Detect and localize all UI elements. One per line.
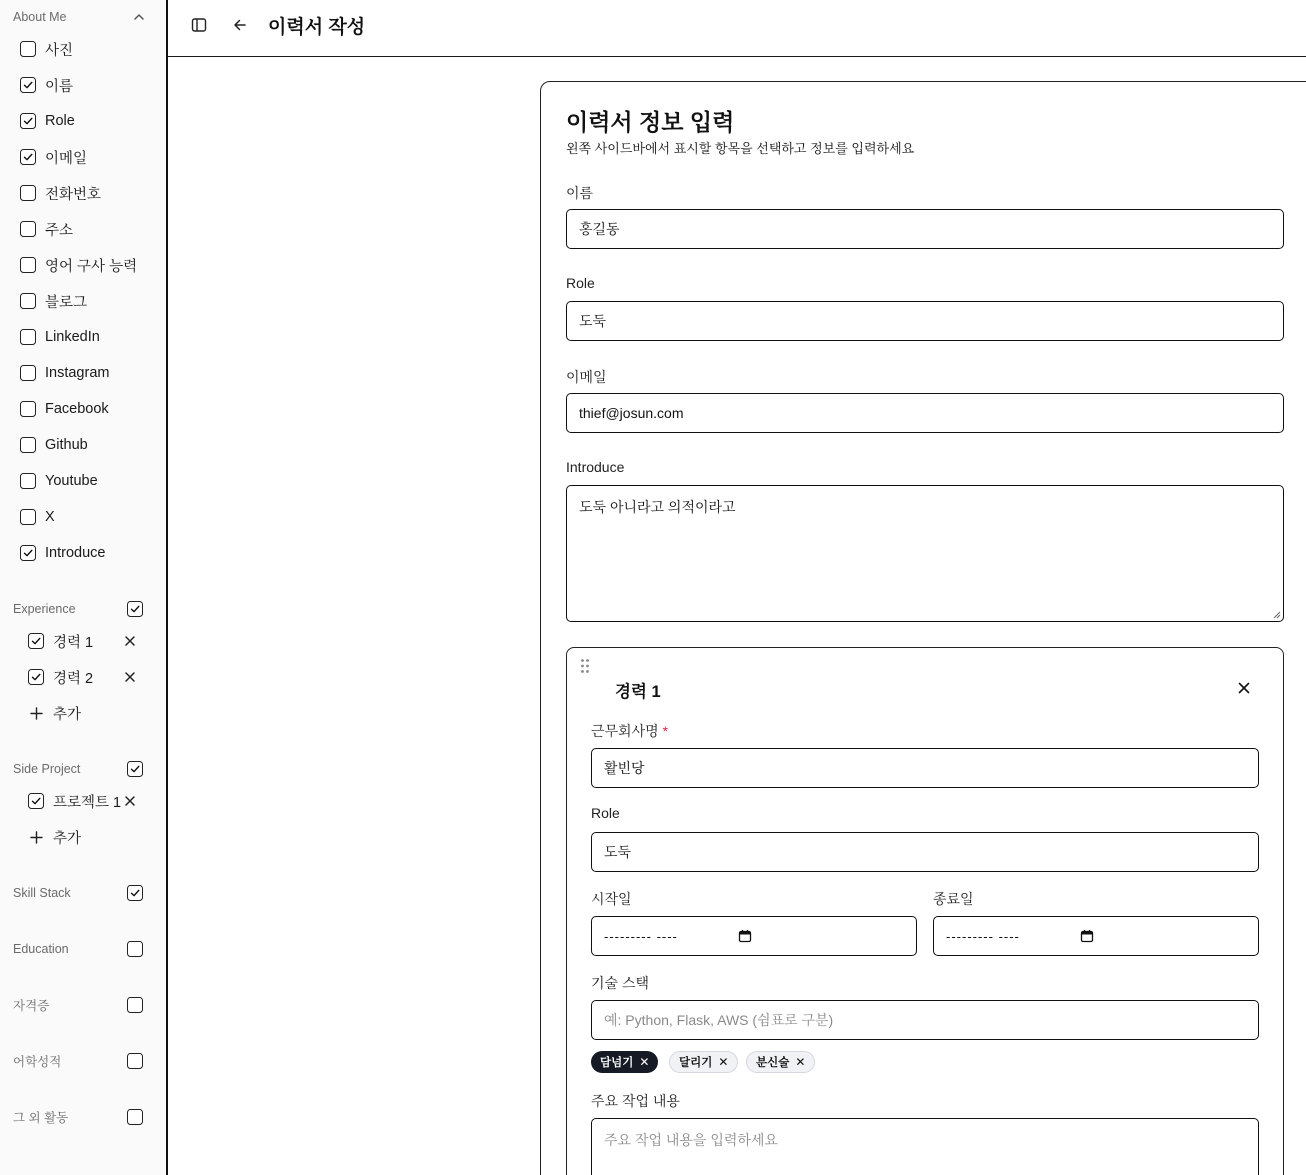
calendar-icon[interactable] — [738, 929, 752, 943]
checkbox[interactable] — [20, 545, 36, 561]
sidebar-item-label: Instagram — [45, 365, 110, 381]
language-score-title: 어학성적 — [13, 1055, 62, 1069]
company-label-text: 근무회사명 — [591, 723, 659, 739]
remove-tag-icon[interactable]: ✕ — [718, 1055, 729, 1069]
experience-card — [566, 647, 1284, 1175]
sidebar-item-label: Facebook — [45, 401, 109, 417]
experience-header — [13, 599, 148, 619]
skills-label: 기술 스택 — [591, 975, 649, 991]
checkbox[interactable] — [20, 221, 36, 237]
check-icon — [22, 547, 34, 559]
role-value: 도둑 — [579, 313, 607, 329]
chevron-up-icon[interactable] — [132, 10, 146, 24]
sidebar-item-label: Role — [45, 113, 75, 129]
sidebar — [0, 0, 168, 1175]
checkbox[interactable] — [28, 633, 44, 649]
form-subtitle: 왼쪽 사이드바에서 표시할 항목을 선택하고 정보를 입력하세요 — [566, 141, 915, 156]
language-score-header — [13, 1051, 148, 1071]
sidebar-item-introduce[interactable] — [20, 543, 105, 563]
remove-side-project-icon[interactable] — [123, 794, 137, 808]
sidebar-item-facebook[interactable] — [20, 399, 109, 419]
sidebar-item-label: 블로그 — [45, 294, 88, 311]
checkbox[interactable] — [20, 257, 36, 273]
role-input[interactable] — [566, 301, 1284, 341]
education-title: Education — [13, 942, 69, 956]
remove-experience-icon[interactable] — [123, 670, 137, 684]
tasks-label: 주요 작업 내용 — [591, 1093, 680, 1109]
required-mark: * — [662, 723, 669, 739]
remove-experience-icon[interactable] — [123, 634, 137, 648]
checkbox[interactable] — [20, 77, 36, 93]
introduce-label: Introduce — [566, 459, 625, 475]
sidebar-item-label: LinkedIn — [45, 329, 100, 345]
close-icon[interactable] — [1237, 681, 1251, 695]
sidebar-item-instagram[interactable] — [20, 363, 109, 383]
resize-handle-icon[interactable] — [1273, 611, 1281, 619]
company-value: 활빈당 — [604, 760, 645, 776]
sidebar-item-role[interactable] — [20, 111, 75, 131]
company-input[interactable] — [591, 748, 1259, 788]
sidebar-item-item-4[interactable] — [20, 183, 101, 203]
skill-stack-title: Skill Stack — [13, 886, 71, 900]
sidebar-item-youtube[interactable] — [20, 471, 98, 491]
experience-item-label: 경력 1 — [53, 634, 94, 651]
form-title: 이력서 정보 입력 — [566, 109, 735, 135]
education-toggle-checkbox[interactable] — [127, 941, 143, 957]
skill-tag — [591, 1051, 658, 1073]
end-date-input[interactable] — [933, 916, 1259, 956]
side-project-item[interactable] — [28, 791, 121, 811]
remove-tag-icon[interactable]: ✕ — [795, 1055, 806, 1069]
start-date-label: 시작일 — [591, 891, 632, 907]
experience-item[interactable] — [28, 631, 93, 651]
exp-role-value: 도둑 — [604, 844, 632, 860]
experience-item[interactable] — [28, 667, 93, 687]
other-activity-title: 그 외 활동 — [13, 1111, 69, 1125]
start-date-input[interactable] — [591, 916, 917, 956]
certificate-header — [13, 995, 148, 1015]
check-icon — [30, 795, 42, 807]
skill-tag-label: 분신술 — [756, 1057, 790, 1069]
side-project-header — [13, 759, 148, 779]
education-header — [13, 939, 148, 959]
sidebar-item-x[interactable] — [20, 507, 55, 527]
email-label: 이메일 — [566, 369, 607, 385]
experience-toggle-checkbox[interactable] — [127, 601, 143, 617]
skills-placeholder: 예: Python, Flask, AWS (쉼표로 구분) — [604, 1012, 834, 1028]
checkbox[interactable] — [20, 41, 36, 57]
email-input[interactable] — [566, 393, 1284, 433]
check-icon — [22, 115, 34, 127]
checkbox[interactable] — [20, 329, 36, 345]
sidebar-item-label: Introduce — [45, 545, 106, 561]
sidebar-item-label: Youtube — [45, 473, 98, 489]
skill-stack-header — [13, 883, 148, 903]
checkbox[interactable] — [20, 185, 36, 201]
checkbox[interactable] — [20, 473, 36, 489]
end-date-value: --------- ---- — [946, 928, 1020, 944]
skill-tag — [746, 1051, 815, 1073]
add-experience-button[interactable] — [28, 703, 81, 723]
introduce-value: 도둑 아니라고 의적이라고 — [579, 499, 736, 515]
check-icon — [22, 79, 34, 91]
check-icon — [129, 763, 141, 775]
sidebar-item-label: 이름 — [45, 78, 74, 95]
check-icon — [22, 151, 34, 163]
add-side-project-label: 추가 — [53, 830, 82, 847]
checkbox[interactable] — [20, 437, 36, 453]
skills-input[interactable] — [591, 1000, 1259, 1040]
exp-role-input[interactable] — [591, 832, 1259, 872]
certificate-toggle-checkbox[interactable] — [127, 997, 143, 1013]
skill-tag-label: 담넘기 — [600, 1057, 634, 1069]
certificate-title: 자격증 — [13, 999, 50, 1013]
sidebar-item-item-7[interactable] — [20, 291, 87, 311]
add-experience-label: 추가 — [53, 706, 82, 723]
name-value: 홍길동 — [579, 221, 620, 237]
experience-title: Experience — [13, 602, 76, 616]
sidebar-item-label: 영어 구사 능력 — [45, 258, 138, 275]
exp-role-label: Role — [591, 805, 620, 821]
sidebar-toggle-icon[interactable] — [190, 16, 208, 34]
calendar-icon[interactable] — [1080, 929, 1094, 943]
name-input[interactable] — [566, 209, 1284, 249]
plus-icon — [28, 829, 44, 845]
about-me-header[interactable] — [13, 7, 148, 27]
end-date-label: 종료일 — [933, 891, 974, 907]
resume-form-card — [540, 81, 1306, 1175]
skill-stack-toggle-checkbox[interactable] — [127, 885, 143, 901]
sidebar-item-label: 전화번호 — [45, 186, 102, 203]
experience-title: 경력 1 — [615, 683, 661, 701]
sidebar-item-github[interactable] — [20, 435, 88, 455]
tasks-placeholder: 주요 작업 내용을 입력하세요 — [604, 1132, 778, 1148]
sidebar-item-label: Github — [45, 437, 88, 453]
sidebar-item-item-6[interactable] — [20, 255, 137, 275]
company-label — [591, 721, 668, 741]
checkbox[interactable] — [20, 509, 36, 525]
checkbox[interactable] — [20, 401, 36, 417]
sidebar-item-item-0[interactable] — [20, 39, 73, 59]
language-score-toggle-checkbox[interactable] — [127, 1053, 143, 1069]
check-icon — [30, 671, 42, 683]
side-project-item-label: 프로젝트 1 — [53, 794, 122, 811]
sidebar-item-item-1[interactable] — [20, 75, 73, 95]
check-icon — [30, 635, 42, 647]
about-me-title: About Me — [13, 10, 67, 24]
checkbox[interactable] — [28, 669, 44, 685]
sidebar-item-item-3[interactable] — [20, 147, 87, 167]
introduce-textarea[interactable] — [566, 485, 1284, 622]
other-activity-toggle-checkbox[interactable] — [127, 1109, 143, 1125]
start-date-value: --------- ---- — [604, 928, 678, 944]
remove-tag-icon[interactable]: ✕ — [639, 1055, 650, 1069]
skill-tag-label: 달리기 — [679, 1057, 713, 1069]
experience-item-label: 경력 2 — [53, 670, 94, 687]
checkbox[interactable] — [28, 793, 44, 809]
sidebar-item-label: 사진 — [45, 42, 74, 59]
sidebar-item-item-5[interactable] — [20, 219, 73, 239]
role-label: Role — [566, 275, 595, 291]
skill-tag — [669, 1051, 738, 1073]
other-activity-header — [13, 1107, 148, 1127]
check-icon — [129, 603, 141, 615]
plus-icon — [28, 705, 44, 721]
page-title: 이력서 작성 — [268, 17, 366, 38]
drag-handle-icon[interactable] — [580, 658, 590, 674]
name-label: 이름 — [566, 185, 594, 201]
side-project-toggle-checkbox[interactable] — [127, 761, 143, 777]
checkbox[interactable] — [20, 113, 36, 129]
checkbox[interactable] — [20, 149, 36, 165]
add-side-project-button[interactable] — [28, 827, 81, 847]
sidebar-item-label: 이메일 — [45, 150, 88, 167]
sidebar-item-label: X — [45, 509, 55, 525]
arrow-left-icon[interactable] — [231, 16, 249, 34]
sidebar-item-linkedin[interactable] — [20, 327, 100, 347]
check-icon — [129, 887, 141, 899]
email-value: thief@josun.com — [579, 405, 684, 421]
checkbox[interactable] — [20, 293, 36, 309]
side-project-title: Side Project — [13, 762, 81, 776]
checkbox[interactable] — [20, 365, 36, 381]
top-bar — [168, 0, 1306, 57]
sidebar-item-label: 주소 — [45, 222, 74, 239]
tasks-textarea[interactable] — [591, 1118, 1259, 1175]
